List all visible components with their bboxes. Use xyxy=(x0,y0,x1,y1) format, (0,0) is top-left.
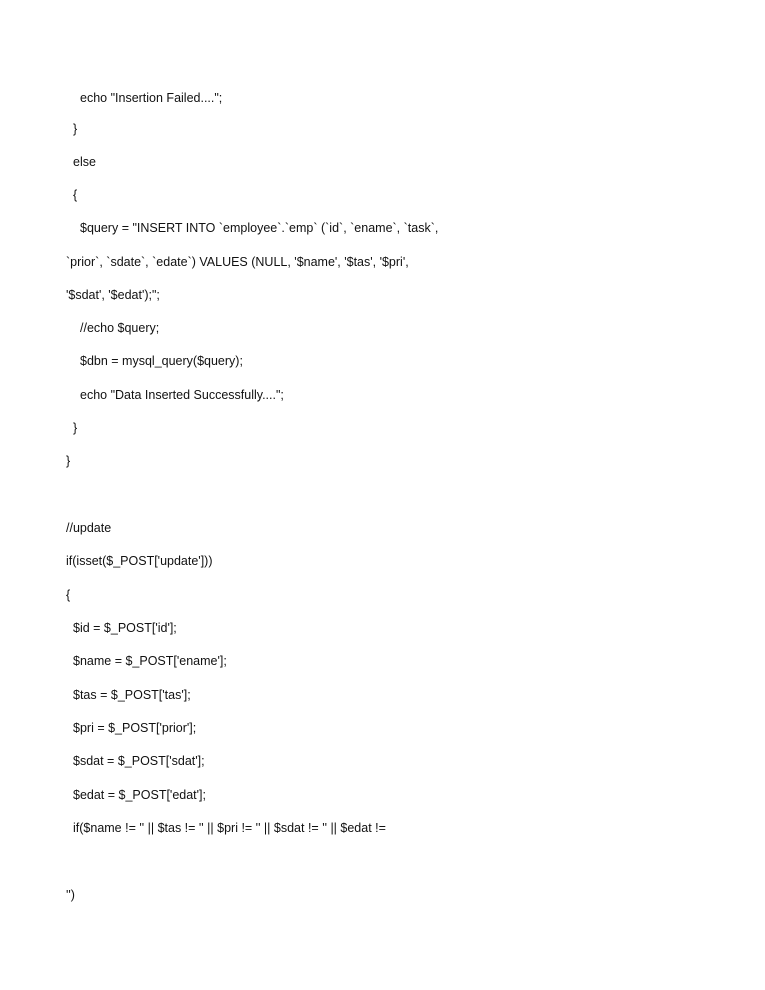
code-line: } xyxy=(73,421,78,435)
code-line: '') xyxy=(66,888,75,902)
code-line: $pri = $_POST['prior']; xyxy=(73,721,197,735)
code-line: '$sdat', '$edat');"; xyxy=(66,288,160,302)
code-line: if(isset($_POST['update'])) xyxy=(66,554,213,568)
code-line: echo "Data Inserted Successfully...."; xyxy=(80,388,284,402)
code-line: $edat = $_POST['edat']; xyxy=(73,788,206,802)
code-line: $sdat = $_POST['sdat']; xyxy=(73,754,205,768)
code-line: } xyxy=(66,454,71,468)
code-line: $tas = $_POST['tas']; xyxy=(73,688,191,702)
code-line: $id = $_POST['id']; xyxy=(73,621,177,635)
code-line: } xyxy=(73,122,78,136)
code-line: $dbn = mysql_query($query); xyxy=(80,354,243,368)
code-line: if($name != '' || $tas != '' || $pri != '' || $sdat != '' || $edat != xyxy=(73,821,386,835)
code-line: else xyxy=(73,155,96,169)
code-line: { xyxy=(66,588,71,602)
code-line: //echo $query; xyxy=(80,321,160,335)
code-line: $query = "INSERT INTO `employee`.`emp` (`id`, `ename`, `task`, xyxy=(80,221,439,235)
code-line: { xyxy=(73,188,78,202)
code-line: `prior`, `sdate`, `edate`) VALUES (NULL, '$name', '$tas', '$pri', xyxy=(66,255,409,269)
code-line: echo "Insertion Failed...."; xyxy=(80,91,223,105)
code-line: $name = $_POST['ename']; xyxy=(73,654,227,668)
code-line: //update xyxy=(66,521,112,535)
